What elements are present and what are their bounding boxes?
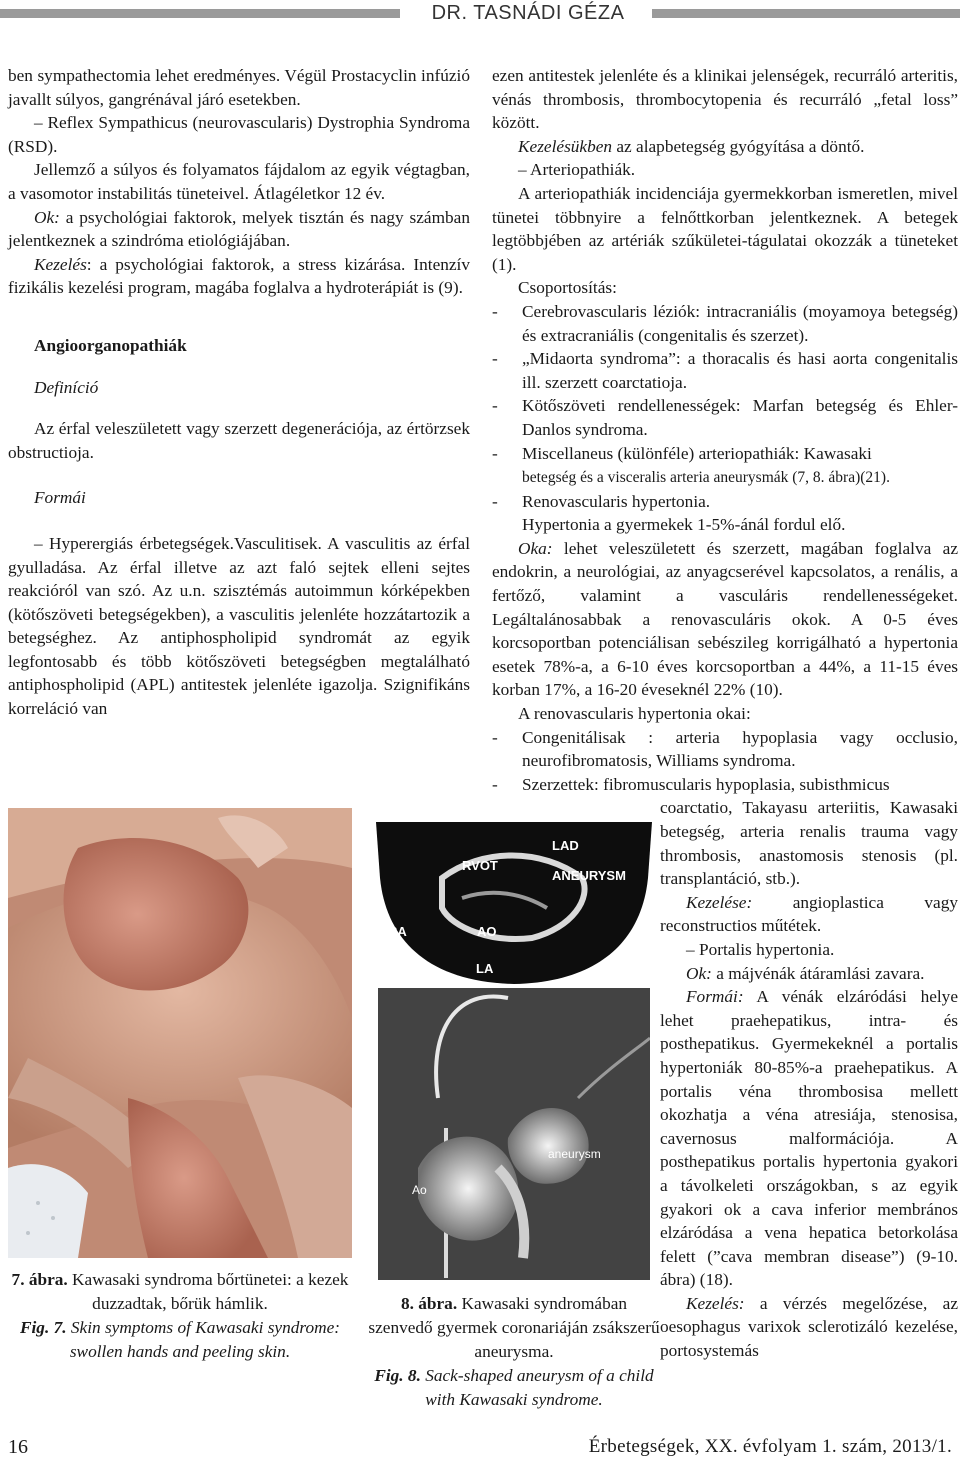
echo-label-la: LA [476,961,494,976]
coronary-angiogram-image [378,988,650,1280]
paragraph: – Portalis hypertonia. [686,939,835,959]
paragraph: Csoportosítás: [518,278,617,298]
hands-illustration [8,808,352,1258]
paragraph: Kezelés: a psychológiai faktorok, a stress kizárása. Intenzív fizikális kezelési program, magába foglalva a hydroterápiát is (9). [8,254,470,298]
paragraph: Jellemző a súlyos és folyamatos fájdalom az egyik végtagban, a vasomotor instabilitás tüneteivel. Átlagéletkor 12 év. [8,160,470,203]
paragraph: ezen antitestek jelenléte és a klinikai jelenségek, recurráló arteritis, vénás thrombosis, thrombocytopenia és recurráló „fetal loss” között. [492,66,958,133]
paragraph: A renovascularis hypertonia okai: [518,704,751,724]
paragraph: – Hyperergiás érbetegségek.Vasculitisek. A vasculitis az érfal gyulladása. Az érfal illetve az azt faló sejtek elleni sejtes reakcióról van szó. Az u.n. szisztémás autoimmun kórképekben (kötőszöveti betegségekben), a vasculitis jelenléte hozzátartozik a betegséghez. Az antiphospholipid syndromát az egyik legfontosabb és több kötőszöveti betegségben megtalálható antiphospholipid (APL) antitestek jelenléte igazolja. Szignifikáns korreláció van [8,533,470,719]
paragraph: Kezelésükben az alapbetegség gyógyítása a döntő. [518,136,865,156]
paragraph: ben sympathectomia lehet eredményes. Végül Prostacyclin infúzió javallt súlyos, gangrénával járó esetekben. [8,66,470,109]
figure-number: 8. ábra. [400,1294,458,1313]
list-item: - Congenitálisak : arteria hypoplasia vagy occlusio, neurofibromatosis, Williams syndroma. [492,727,958,771]
angiogram-illustration [378,988,650,1280]
figure-7-caption: 7. ábra. Kawasaki syndroma bőrtünetei: a kezek duzzadtak, bőrük hámlik. Fig. 7. Skin symptoms of Kawasaki syndrome: swollen hands and peeling skin. [11,1270,349,1361]
wrapped-text-block [660,796,958,1362]
echo-illustration [372,818,656,986]
running-header-author: DR. TASNÁDI GÉZA [431,2,625,24]
paragraph: – Reflex Sympathicus (neurovascularis) Dystrophia Syndroma (RSD). [8,113,470,156]
kawasaki-hands-photo [8,808,352,1258]
journal-footer: Érbetegségek, XX. évfolyam 1. szám, 2013/1. [588,1436,952,1457]
page-number: 16 [8,1436,28,1458]
header-rule-right [652,9,960,18]
lead-term: Oka: [518,538,553,558]
lead-term: Formái: [686,987,744,1007]
paragraph: A arteriopathiák incidenciája gyermekkorban ismeretlen, mivel tünetei többnyire a felnőttkorban jelentkeznek. A betegek legtöbbjében az artériák szűkületei-tágulatai okozzák a tüneteket (1). [492,183,958,274]
lead-term: Kezelés: [686,1293,745,1313]
figure-number-en: Fig. 7. [19,1318,67,1337]
paragraph: Kezelése: angioplastica vagy reconstructios műtétek. [660,892,958,936]
subheading: Definíció [34,377,99,397]
header-rule-left [0,9,400,18]
lead-term: Ok: [686,963,712,983]
echo-label-lad: LAD [552,838,579,853]
echo-label-ra: RA [388,924,407,939]
paragraph: Oka: lehet veleszületett és szerzett, magában foglalva az endokrin, a neurológiai, az anyagcserével kapcsolatos, a renális, a fertőző, valamint a vasculáris rendellenességeket. Legáltalánosabbak a renovasculáris okok. A 0-5 éves korcsoportban potenciálisan sebészileg korrigálható a hypertonia esetek 78%-a, a 6-10 éves korcsoportban a 44%, a 11-15 éves korban 17%, a 16-20 éveseknél 22% (10). [492,538,958,700]
paragraph: Ok: a májvénák átáramlási zavara. [686,963,925,983]
figure-8-caption: 8. ábra. Kawasaki syndromában szenvedő gyermek coronariáján zsákszerű aneurysma. Fig. 8. Sack-shaped aneurysm of a child with Kawasaki syndrome. [368,1294,660,1409]
paragraph: – Arteriopathiák. [518,160,636,180]
echocardiogram-image [372,818,656,986]
echo-label-rvot: RVOT [462,858,498,873]
lead-term: Kezelés [34,254,87,274]
angio-label-aneurysm: aneurysm [548,1147,601,1161]
subheading: Formái [34,488,86,508]
list-item: - Kötőszöveti rendellenességek: Marfan betegség és Ehler-Danlos syndroma. [492,396,958,439]
angio-label-ao: Ao [412,1183,427,1197]
paragraph: Formái: A vénák elzáródási helye lehet praehepatikus, intra- és posthepatikus. Gyermekeknél a portalis hypertoniák 80-85%-a praehepatikus. A portalis véna thrombosisa mellett okozhatja a véna atresiája, stenosisa, cavernosus malformációja. A posthepatikus portalis hypertonia gyakori a távolkeleti országokban, s az egyik gyakori ok a cava inferior membrános elzáródása a vena hepatica betorkolása felett (”cava membran disease”) (9-10. ábra) (18). [660,987,958,1290]
echo-label-ao: AO [477,924,497,939]
list-item: - „Midaorta syndroma”: a thoracalis és hasi aorta congenitalis ill. szerzett coarctatioja. [492,349,958,392]
lead-term: Kezelésükben [518,136,613,156]
echo-label-aneurysm: ANEURYSM [552,868,626,883]
figure-number: 7. ábra. [11,1270,68,1289]
paragraph: Az érfal veleszületett vagy szerzett degenerációja, az értörzsek obstructioja. [8,419,470,462]
section-heading: Angioorganopathiák [34,335,187,355]
paragraph: coarctatio, Takayasu arteriitis, Kawasaki betegség, arteria renalis trauma vagy thrombosis, anastomosis stenosis (pl. transplantáció, stb.). [660,798,958,889]
left-column [8,64,470,721]
paragraph: Ok: a psychológiai faktorok, melyek tisztán és nagy számban jelentkeznek a szindróma etiológiájában. [8,207,470,251]
list-item: - Miscellaneus (különféle) arteriopathiák: Kawasaki betegség és a visceralis arteria aneurysmák (7, 8. ábra)(21). [492,443,890,487]
paragraph: Kezelés: a vérzés megelőzése, az oesophagus varixok sclerotizáló kezelése, portosystemás [660,1293,958,1361]
list-item: - Cerebrovascularis léziók: intracraniális (moyamoya betegség) és extracraniális (congenitalis és szerzet). [492,301,958,345]
figure-number-en: Fig. 8. [374,1366,421,1385]
list-item: - Renovascularis hypertonia. Hypertonia a gyermekek 1-5%-ánál fordul elő. [492,491,846,535]
list-item: - Szerzettek: fibromuscularis hypoplasia, subisthmicus [492,774,890,794]
lead-term: Kezelése: [686,892,753,912]
lead-term: Ok: [34,207,60,227]
